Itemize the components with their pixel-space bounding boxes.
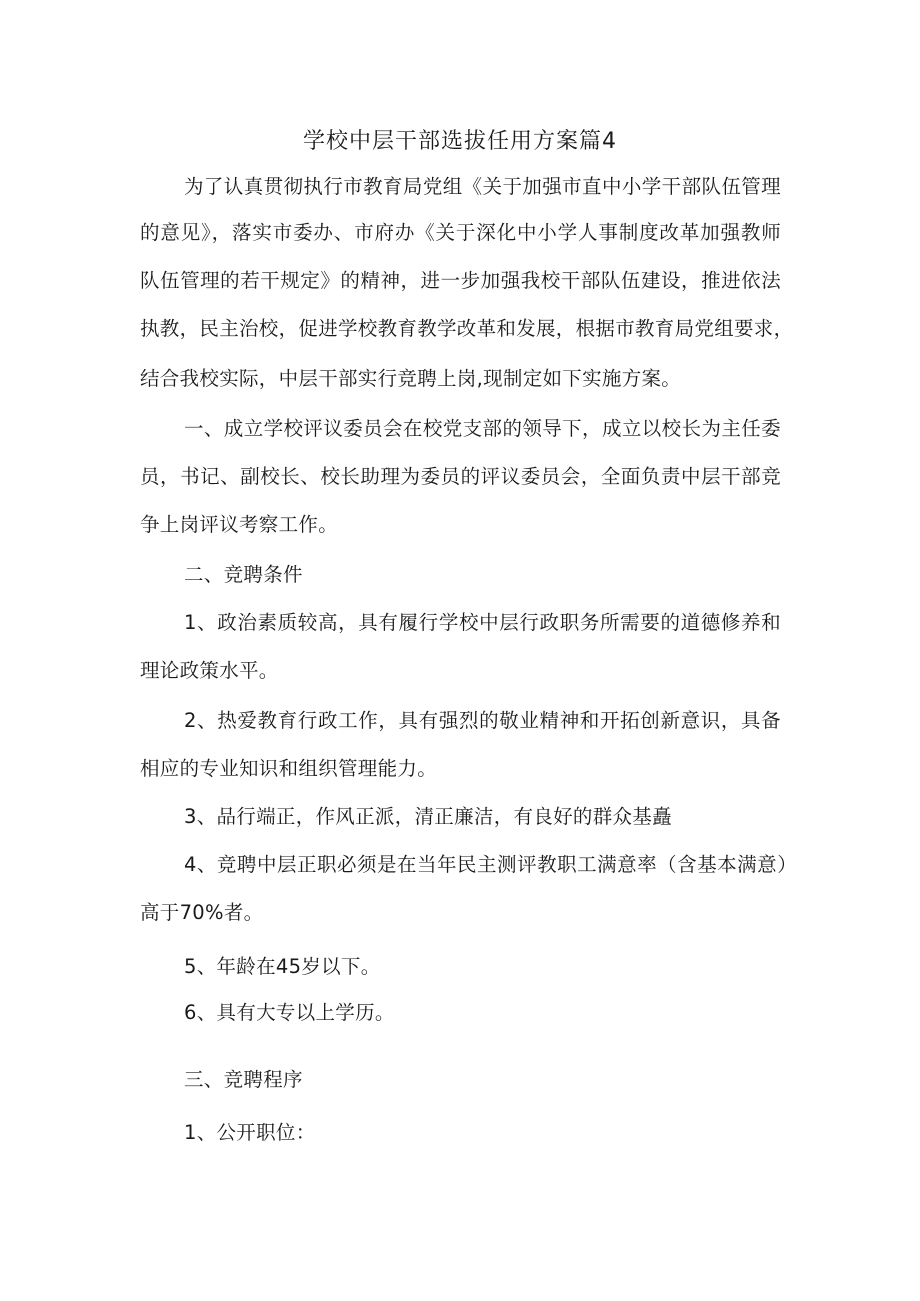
intro-line-3: 队伍管理的若干规定》的精神，进一步加强我校干部队伍建设，推进依法: [140, 269, 781, 292]
section1-line-2: 员，书记、副校长、校长助理为委员的评议委员会，全面负责中层干部竞: [140, 465, 781, 488]
intro-line-1: 为了认真贯彻执行市教育局党组《关于加强市直中小学干部队伍管理: [184, 175, 781, 198]
condition-item-4-line-1: 4、竞聘中层正职必须是在当年民主测评教职工满意率（含基本满意）: [184, 853, 797, 876]
condition-item-1-line-2: 理论政策水平。: [140, 659, 279, 682]
condition-item-2-line-2: 相应的专业知识和组织管理能力。: [140, 757, 438, 780]
condition-item-3: 3、品行端正，作风正派，清正廉洁，有良好的群众基矗: [184, 805, 672, 828]
section3-heading: 三、竞聘程序: [184, 1068, 303, 1091]
section2-heading: 二、竞聘条件: [184, 563, 303, 586]
condition-item-1-line-1: 1、政治素质较高，具有履行学校中层行政职务所需要的道德修养和: [184, 611, 781, 634]
condition-item-4-line-2: 高于70%者。: [140, 901, 264, 924]
intro-line-4: 执教，民主治校，促进学校教育教学改革和发展，根据市教育局党组要求，: [140, 317, 794, 340]
section1-line-3: 争上岗评议考察工作。: [140, 513, 339, 536]
intro-line-2: 的意见》，落实市委办、市府办《关于深化中小学人事制度改革加强教师: [140, 221, 781, 244]
condition-item-5: 5、年龄在45岁以下。: [184, 955, 381, 978]
condition-item-2-line-1: 2、热爱教育行政工作，具有强烈的敬业精神和开拓创新意识，具备: [184, 709, 781, 732]
section1-line-1: 一、成立学校评议委员会在校党支部的领导下，成立以校长为主任委: [184, 417, 781, 440]
document-title: 学校中层干部选拔任用方案篇4: [303, 129, 617, 154]
condition-item-6: 6、具有大专以上学历。: [184, 1001, 395, 1024]
procedure-step-1: 1、公开职位：: [184, 1121, 316, 1144]
intro-line-5: 结合我校实际，中层干部实行竞聘上岗,现制定如下实施方案。: [140, 367, 682, 390]
